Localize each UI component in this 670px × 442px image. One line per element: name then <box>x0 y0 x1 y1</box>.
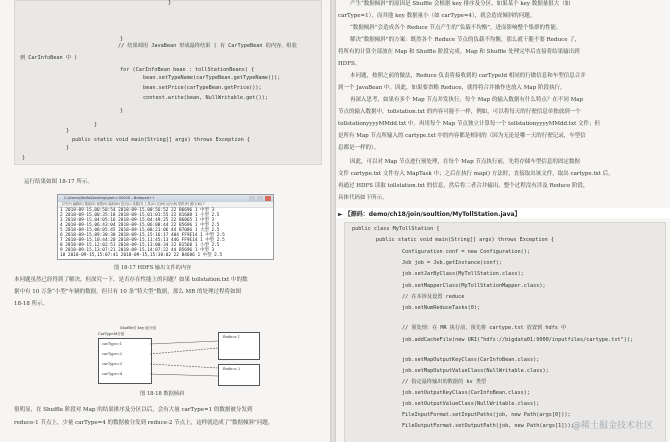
right-page <box>336 0 670 442</box>
code-line: for (CarInfoBean bean : tollStationBeans) { <box>120 67 255 73</box>
close-icon[interactable] <box>265 196 271 201</box>
code-line: job.setNumReduceTasks(0); <box>402 305 481 311</box>
body-line: 文件 cartype.txt 文件存入 MapTask 中；之后在执行 map() 方法时，直接取出该文件，取出 cartype.txt 后， <box>338 171 614 177</box>
window-menu[interactable]: 文件(F) 编辑(E) 搜索(S) 视图(V) 编码(N) 语言(L) 设置(T) 工具(O) 宏(M) 运行(R) 插件(P) 窗口(W) ? <box>58 202 273 208</box>
code-line: } <box>120 108 124 114</box>
diagram-key-box: carType=1 <box>102 342 123 346</box>
code-line: job.setOutputKeyClass(CarInfoBean.class); <box>402 390 531 396</box>
code-line: Job job = Job.getInstance(conf); <box>402 260 502 266</box>
result-row: 5 2018-09-15,08:05:45 2018-09-15,08:21:06 44 B7086 1 大型 2.5 <box>60 228 220 233</box>
body-line: 再深入思考，如果有多个 Map 节点并发执行，每个 Map 的输入数据有什么特点？在不同 Map <box>350 97 584 103</box>
intro-text: 运行结果如图 18-17 所示。 <box>24 179 93 185</box>
code-line: // 结果调用 JavaBean 形成最终结果 ( 有 CarTypeBean 的内容，组装 <box>118 43 297 49</box>
body-line: 将所有的计算全部放在 Map 和 Shuffle 阶段完成。Map 和 Shuffle 处理完毕后直接将结果输出到 <box>338 49 580 55</box>
diagram-top-label: Shuffle后 key 值分组 <box>120 326 156 330</box>
code-line: // 预处理：在 MR 执行前，预先将 cartype.txt 放置到 hdfs 中 <box>402 325 567 331</box>
code-line: Configuration conf = new Configuration(); <box>402 249 531 255</box>
diagram-arrows <box>80 326 270 388</box>
body-line: tollstationyyyyMMdd.txt 中。再用每个 Map 节点独立计算每一个 tollstationyyyyMMdd.txt 文件；但 <box>338 121 601 127</box>
code-line: job.setMapOutputValueClass(NullWritable.class); <box>402 368 549 374</box>
result-row: 2 2018-09-15,00:35:18 2018-09-15,01:01:55 22 B1688 1 小型 2.5 <box>60 213 220 218</box>
code-line: FileInputFormat.setInputPaths(job, new Path(args[0])); <box>402 412 571 418</box>
code-line: FileOutputFormat.setOutputPath(job, new Path(args[1])); <box>402 423 574 429</box>
code-line: public static void main(String[] args) throws Exception { <box>376 237 555 243</box>
code-line: public static void main(String[] args) throws Exception { <box>72 137 251 143</box>
result-row: 6 2018-09-15,09:30:30 2018-09-15,15:16:17 404 FF9E14 1 中型 2.5 <box>60 233 225 238</box>
body-line: 据中有 10 万条“小型”车辆的数据，但只有 10 条“特大型”数据，那么 MR 的处理过程将如图 <box>14 289 242 295</box>
triangle-icon: ► <box>338 211 345 218</box>
code-line: // 在本涉及设置 reduce <box>402 294 465 300</box>
code-line: } <box>120 36 124 42</box>
code-line: job.setOutputValueClass(NullWritable.class); <box>402 401 540 407</box>
code-line: job.setJarByClass(MyTollStation.class); <box>402 271 524 277</box>
minimize-icon[interactable] <box>249 196 255 201</box>
result-row: 1 2018-09-15,00:50:54 2018-09-15,00:56:52 22 B6696 1 中型 3 <box>60 208 215 213</box>
code-line: // 指定最终输出的数据的 kv 类型 <box>402 379 487 385</box>
source-path[interactable]: 【源码：demo/ch18/join/soultion/MyTollStation.java】 <box>344 211 521 218</box>
diagram-key-box: carType=2 <box>102 352 123 356</box>
code-line: bean.setPrice(carTypeBean.getPrice()); <box>143 85 262 91</box>
body-line: reduce-1 节点上，少量 carType=4 的数据被分发到 reduce-2 节点上，这样就造成了“数据倾斜”问题。 <box>14 420 274 426</box>
body-line: 是所有 Map 节点所输入的 cartype.txt 中的内容都是相同的（因为无论是哪一天的行驶记录，车型信 <box>338 133 586 139</box>
body-line: 解决“数据倾斜”的方案：既然各个 Reduce 节点的负载不均衡，那么就干脆不要 Reduce 了， <box>350 37 581 43</box>
body-line: “数据倾斜”会造成各个 Reduce 节点产生的“负载不均衡”，进而影响整个集群的性能。 <box>350 25 562 31</box>
body-line: 具体代码如下所示。 <box>338 195 388 201</box>
body-line: 本问题，按照之前的做法，Reduce 负责将接收到的 carTypeId 相同的行做信息和车型信息合并 <box>350 73 586 79</box>
body-line: 节点的输入数据中，tollstation.txt 的内容可能不一样，例如，可以将每天的行驶信息单独放到一个 <box>338 109 581 115</box>
diagram-caption: 图 18-18 数据倾斜 <box>140 391 185 397</box>
window-titlebar <box>58 195 273 202</box>
code-line: job.setMapperClass(MyTollStationMapper.class); <box>402 283 546 289</box>
code-line: public class MyTollStation { <box>352 226 440 232</box>
body-line: 到一个 JavaBean 中。因此，如果要省略 Reduce，就得将合并操作也放入 Map 阶段执行。 <box>338 85 566 91</box>
code-line: } <box>66 128 70 134</box>
source-label <box>338 209 521 218</box>
window-title: C:\Users\Wolfo\Desktop\part-r-00000 - Notepad++ <box>64 196 155 200</box>
code-line: context.write(bean, NullWritable.get()); <box>143 95 268 101</box>
body-line: 再通过 HDFS 读取 tollstation.txt 的信息，然后将二者合并输出。整个过程没有涉及 Reduce 阶段， <box>338 183 589 189</box>
body-line: 息都是一样的）。 <box>338 145 380 151</box>
left-page <box>0 0 330 442</box>
watermark: @稀土掘金技术社区 <box>572 421 654 431</box>
data-skew-diagram <box>80 326 270 388</box>
body-line: 产生“数据倾斜”的原因是 Shuffle 会根据 key 排序及分区，如果某个 key 数据量很大（如 <box>350 1 571 7</box>
result-row: 3 2018-09-15,04:05:16 2018-09-15,04:49:25 22 B6065 1 中型 3 <box>60 218 215 223</box>
body-line: 本问题虽然已经得到了解决，但深究一下，是否存在性能上的问题？如果 tollstation.txt 中的数 <box>14 277 248 283</box>
diagram-reduce-label: Reduce 2 <box>223 367 241 371</box>
maximize-icon[interactable] <box>257 196 263 201</box>
diagram-left-title: CarTypeId分组 <box>98 332 125 336</box>
diagram-key-box: carType=4 <box>102 372 123 376</box>
result-window <box>57 194 274 260</box>
code-line: } <box>168 0 172 6</box>
diagram-reduce-label: Reduce 1 <box>223 335 241 339</box>
code-line: bean.setTypeName(carTypeBean.getTypeName()); <box>143 75 281 81</box>
code-line: } <box>94 122 98 128</box>
body-line: carType=1），而其他 key 数据量小（如 carType=4），就会造成倾斜的问题。 <box>338 13 536 19</box>
diagram-key-box: carType=3 <box>102 362 123 366</box>
code-line: } <box>66 145 70 151</box>
result-row: 4 2018-09-15,06:43:04 2018-09-15,06:08:44 22 B5696 1 中型 2.5 <box>60 223 220 228</box>
result-row: 7 2018-09-15,10:44:20 2018-09-15,11:45:13 446 FF9E14 1 中型 2.5 <box>60 238 225 243</box>
figure-caption: 图 18-17 HDFS 输出文件的内容 <box>114 265 192 271</box>
code-line: job.addCacheFile(new URI("hdfs://bigdata01:9000/inputfiles/cartype.txt")); <box>402 337 634 343</box>
body-line: HDFS。 <box>338 61 361 67</box>
code-line: job.setMapOutputKeyClass(CarInfoBean.class); <box>402 357 540 363</box>
code-line: } <box>22 155 26 161</box>
body-line: 18-18 所示。 <box>14 301 49 307</box>
code-line: 到 CarInfoBean 中 ) <box>20 55 78 61</box>
body-line: 很明显，在 Shuffle 阶段对 Map 的结果排序及分区以后，会有大量 carType=1 的数据被分发到 <box>14 407 253 413</box>
result-row: 9 2018-09-15,13:07:21 2018-09-15,14:07:22 44 B5696 1 中型 3 <box>60 248 215 253</box>
result-row: 10 2018-09-15,15:07:41 2018-09-15,15:30:02 22 B4686 1 中型 2.5 <box>60 253 223 258</box>
result-row: 8 2018-09-15,12:02:51 2018-09-15,13:00:34 22 B1568 1 小型 2.5 <box>60 243 220 248</box>
body-line: 因此，可以对 Map 节点进行预处理，在每个 Map 节点执行前，先将存储车型信息的固定数据 <box>350 159 580 165</box>
